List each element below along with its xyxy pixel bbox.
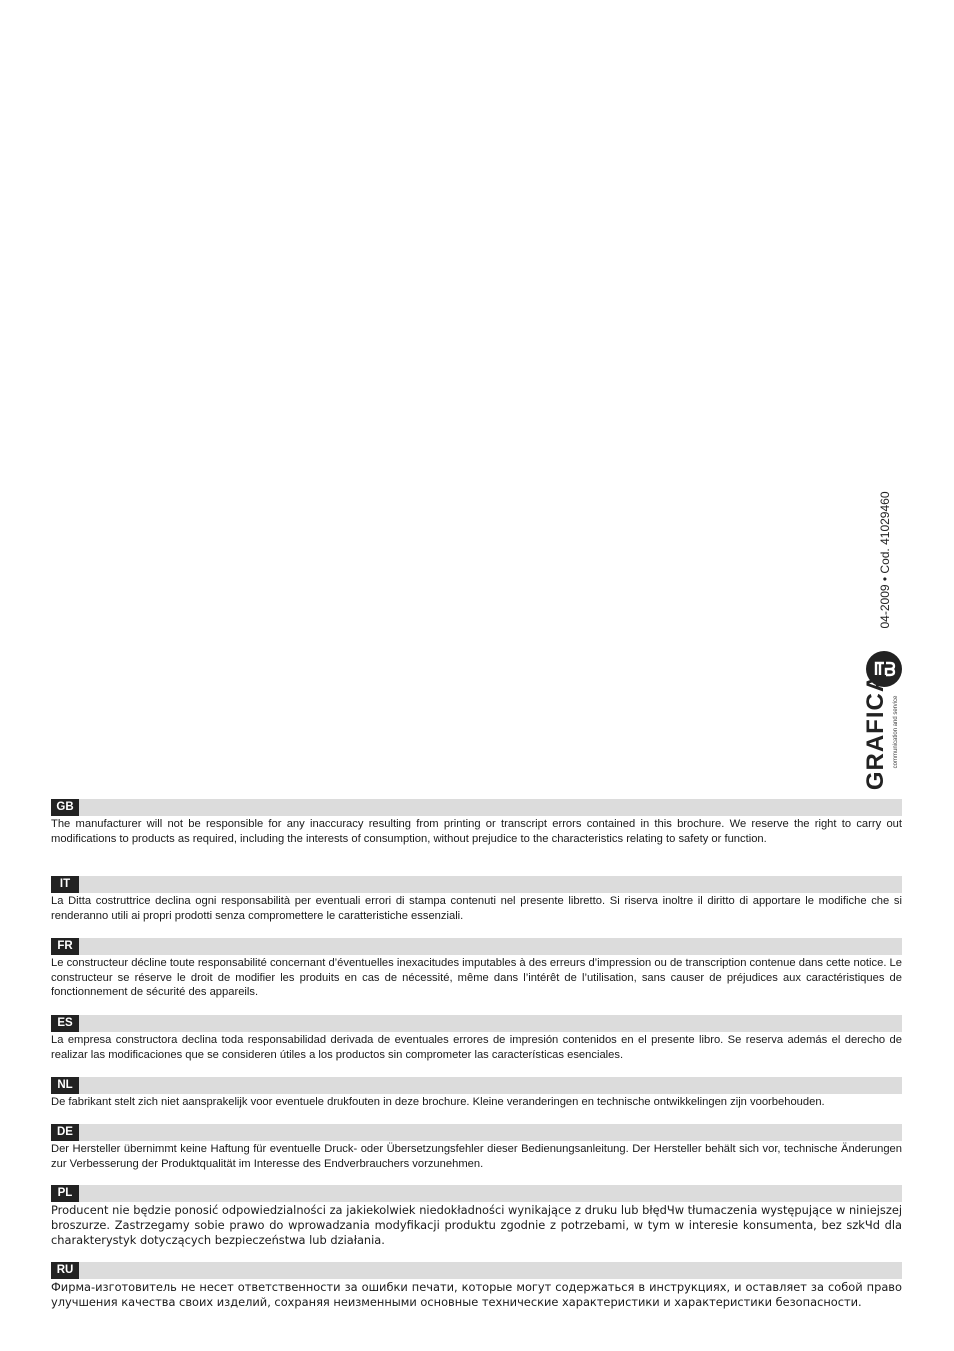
notice-pl (51, 1185, 902, 1262)
lang-tag: NL (51, 1077, 79, 1094)
lang-tag: FR (51, 938, 79, 955)
notice-text: Producent nie będzie ponosić odpowiedzialności za jakiekolwiek niedokładności wynikające z druku lub błędЧw tłumaczenia występujące w niniejszej broszurze. Zastrzegamy sobie prawo do wprowadzania modyfikacji produktu zgodnie z potrzebami, w tym w interesie konsumenta, bez szkЧd dla charakterystyk dotyczących bezpieczeństwa lub działania. (51, 1203, 902, 1247)
lang-bar (51, 1262, 902, 1279)
notice-it (51, 876, 902, 938)
lang-bar (51, 1015, 902, 1032)
notice-de (51, 1124, 902, 1185)
notice-text: Le constructeur décline toute responsabilité concernant d’éventuelles inexacitudes imputables à des erreurs d’impression ou de transcription contenue dans cette notice. Le constructeur se réserve le droit de modifier les produits en cas de nécessité, même dans l’intérêt de l’utilisation, sans causer de préjudices aux caractéristiques de fonctionnement de sécurité des appareils. (51, 957, 902, 998)
lang-bar (51, 876, 902, 893)
notice-gb (51, 799, 902, 876)
lang-tag: RU (51, 1262, 79, 1279)
document-code: 04-2009 • Cod. 41029460 (878, 491, 892, 629)
lang-tag: GB (51, 799, 79, 816)
lang-tag: ES (51, 1015, 79, 1032)
lang-bar (51, 938, 902, 955)
disclaimer-list (51, 799, 902, 1312)
lang-tag: IT (51, 876, 79, 893)
lang-tag: DE (51, 1124, 79, 1141)
notice-text: Der Hersteller übernimmt keine Haftung für eventuelle Druck- oder Übersetzungsfehler dieser Bedienungsanleitung. Der Hersteller behält sich vor, technische Änderungen zur Verbesserung der Produktqualität im Interesse des Endverbrauchers vorzunehmen. (51, 1143, 902, 1170)
publisher-logo-word: GRAFICA (862, 673, 889, 791)
notice-ru (51, 1262, 902, 1312)
lang-bar (51, 1185, 902, 1202)
publisher-logo-tagline: communication and service (893, 695, 899, 769)
notice-text: De fabrikant stelt zich niet aansprakelijk voor eventuele drukfouten in deze brochure. Kleine veranderingen en technische ontwikkelingen zijn voorbehouden. (51, 1096, 825, 1108)
notice-text: The manufacturer will not be responsible for any inaccuracy resulting from printing or transcript errors contained in this brochure. We reserve the right to carry out modifications to products as required, including the interests of consumption, without prejudice to the characteristics relating to safety or function. (51, 818, 902, 845)
lang-tag: PL (51, 1185, 79, 1202)
notice-text: La Ditta costruttrice declina ogni responsabilità per eventuali errori di stampa contenuti nel presente libretto. Si riserva inoltre il diritto di apportare le modifiche che si renderanno utili ai propri prodotti senza compromettere le caratteristiche essenziali. (51, 895, 902, 922)
lang-bar (51, 1124, 902, 1141)
notice-fr (51, 938, 902, 1015)
notice-nl (51, 1077, 902, 1124)
notice-text: Фирма-изготовитель не несет ответственности за ошибки печати, которые могут содержаться в инструкциях, и оставляет за собой право улучшения качества своих изделий, сохраняя неизменными основные технические характеристики и характеристики безопасности. (51, 1280, 902, 1309)
lang-bar (51, 1077, 902, 1094)
lang-bar (51, 799, 902, 816)
notice-es (51, 1015, 902, 1077)
notice-text: La empresa constructora declina toda responsabilidad derivada de eventuales errores de impresión contenidos en el presente libro. Se reserva además el derecho de realizar las modificaciones que se consideren útiles a los productos sin comprometer las características esenciales. (51, 1034, 902, 1061)
